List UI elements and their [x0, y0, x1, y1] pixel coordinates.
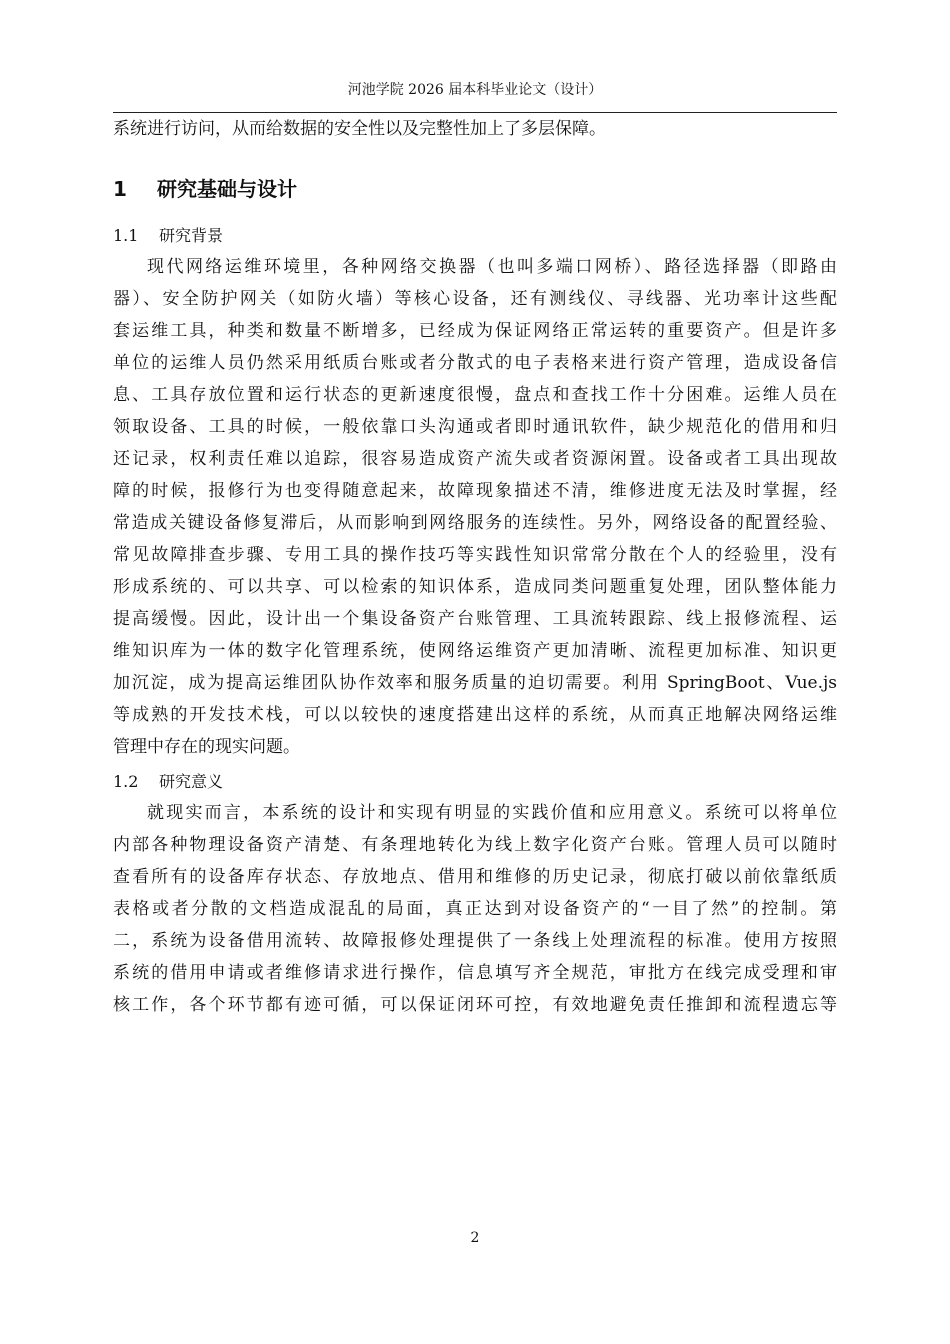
subsection-title: 研究意义 — [159, 772, 224, 791]
paragraph-line: 加沉淀，成为提高运维团队协作效率和服务质量的迫切需要。利用 SpringBoot、Vue.js — [113, 673, 837, 693]
paragraph-line: 领取设备、工具的时候，一般依靠口头沟通或者即时通讯软件，缺少规范化的借用和归 — [113, 417, 837, 437]
paragraph-line: 维知识库为一体的数字化管理系统，使网络运维资产更加清晰、流程更加标准、知识更 — [113, 641, 837, 661]
subsection-heading-background — [113, 221, 837, 251]
paragraph-line: 查看所有的设备库存状态、存放地点、借用和维修的历史记录，彻底打破以前依靠纸质 — [113, 867, 837, 887]
paragraph-line: 核工作，各个环节都有迹可循，可以保证闭环可控，有效地避免责任推卸和流程遗忘等 — [113, 995, 837, 1015]
paragraph-line: 息、工具存放位置和运行状态的更新速度很慢，盘点和查找工作十分困难。运维人员在 — [113, 385, 837, 405]
subsection-number: 1.1 — [113, 226, 139, 245]
paragraph-line: 内部各种物理设备资产清楚、有条理地转化为线上数字化资产台账。管理人员可以随时 — [113, 835, 837, 855]
subsection-title: 研究背景 — [159, 226, 224, 245]
body-content — [113, 113, 837, 1021]
paragraph-line: 现代网络运维环境里，各种网络交换器（也叫多端口网桥）、路径选择器（即路由 — [147, 257, 837, 277]
paragraph-line: 还记录，权利责任难以追踪，很容易造成资产流失或者资源闲置。设备或者工具出现故 — [113, 449, 837, 469]
section-title: 研究基础与设计 — [157, 177, 297, 201]
paragraph-line: 表格或者分散的文档造成混乱的局面，真正达到对设备资产的“一目了然”的控制。第 — [113, 899, 837, 919]
paragraph-background — [113, 251, 837, 763]
paragraph-line: 二，系统为设备借用流转、故障报修处理提供了一条线上处理流程的标准。使用方按照 — [113, 931, 837, 951]
paragraph-line: 障的时候，报修行为也变得随意起来，故障现象描述不清，维修进度无法及时掌握，经 — [113, 481, 837, 501]
paragraph-significance — [113, 797, 837, 1021]
paragraph-line: 形成系统的、可以共享、可以检索的知识体系，造成同类问题重复处理，团队整体能力 — [113, 577, 837, 597]
subsection-number: 1.2 — [113, 772, 139, 791]
subsection-heading-significance — [113, 767, 837, 797]
paragraph-line: 套运维工具，种类和数量不断增多，已经成为保证网络正常运转的重要资产。但是许多 — [113, 321, 837, 341]
section-number: 1 — [113, 177, 127, 201]
paragraph-line: 管理中存在的现实问题。 — [113, 737, 300, 757]
section-heading — [113, 173, 837, 205]
paragraph-line: 常造成关键设备修复滞后，从而影响到网络服务的连续性。另外，网络设备的配置经验、 — [113, 513, 837, 533]
page-number: 2 — [470, 1230, 480, 1246]
paragraph-line: 常见故障排查步骤、专用工具的操作技巧等实践性知识常常分散在个人的经验里，没有 — [113, 545, 837, 565]
running-header: 河池学院 2026 届本科毕业论文（设计） — [347, 82, 603, 98]
paragraph-line: 就现实而言，本系统的设计和实现有明显的实践价值和应用意义。系统可以将单位 — [147, 803, 837, 823]
intro-line: 系统进行访问，从而给数据的安全性以及完整性加上了多层保障。 — [113, 119, 606, 139]
paragraph-line: 系统的借用申请或者维修请求进行操作，信息填写齐全规范，审批方在线完成受理和审 — [113, 963, 837, 983]
paragraph-line: 器）、安全防护网关（如防火墙）等核心设备，还有测线仪、寻线器、光功率计这些配 — [113, 289, 837, 309]
paragraph-line: 等成熟的开发技术栈，可以以较快的速度搭建出这样的系统，从而真正地解决网络运维 — [113, 705, 837, 725]
paragraph-line: 提高缓慢。因此，设计出一个集设备资产台账管理、工具流转跟踪、线上报修流程、运 — [113, 609, 837, 629]
paragraph-line: 单位的运维人员仍然采用纸质台账或者分散式的电子表格来进行资产管理，造成设备信 — [113, 353, 837, 373]
